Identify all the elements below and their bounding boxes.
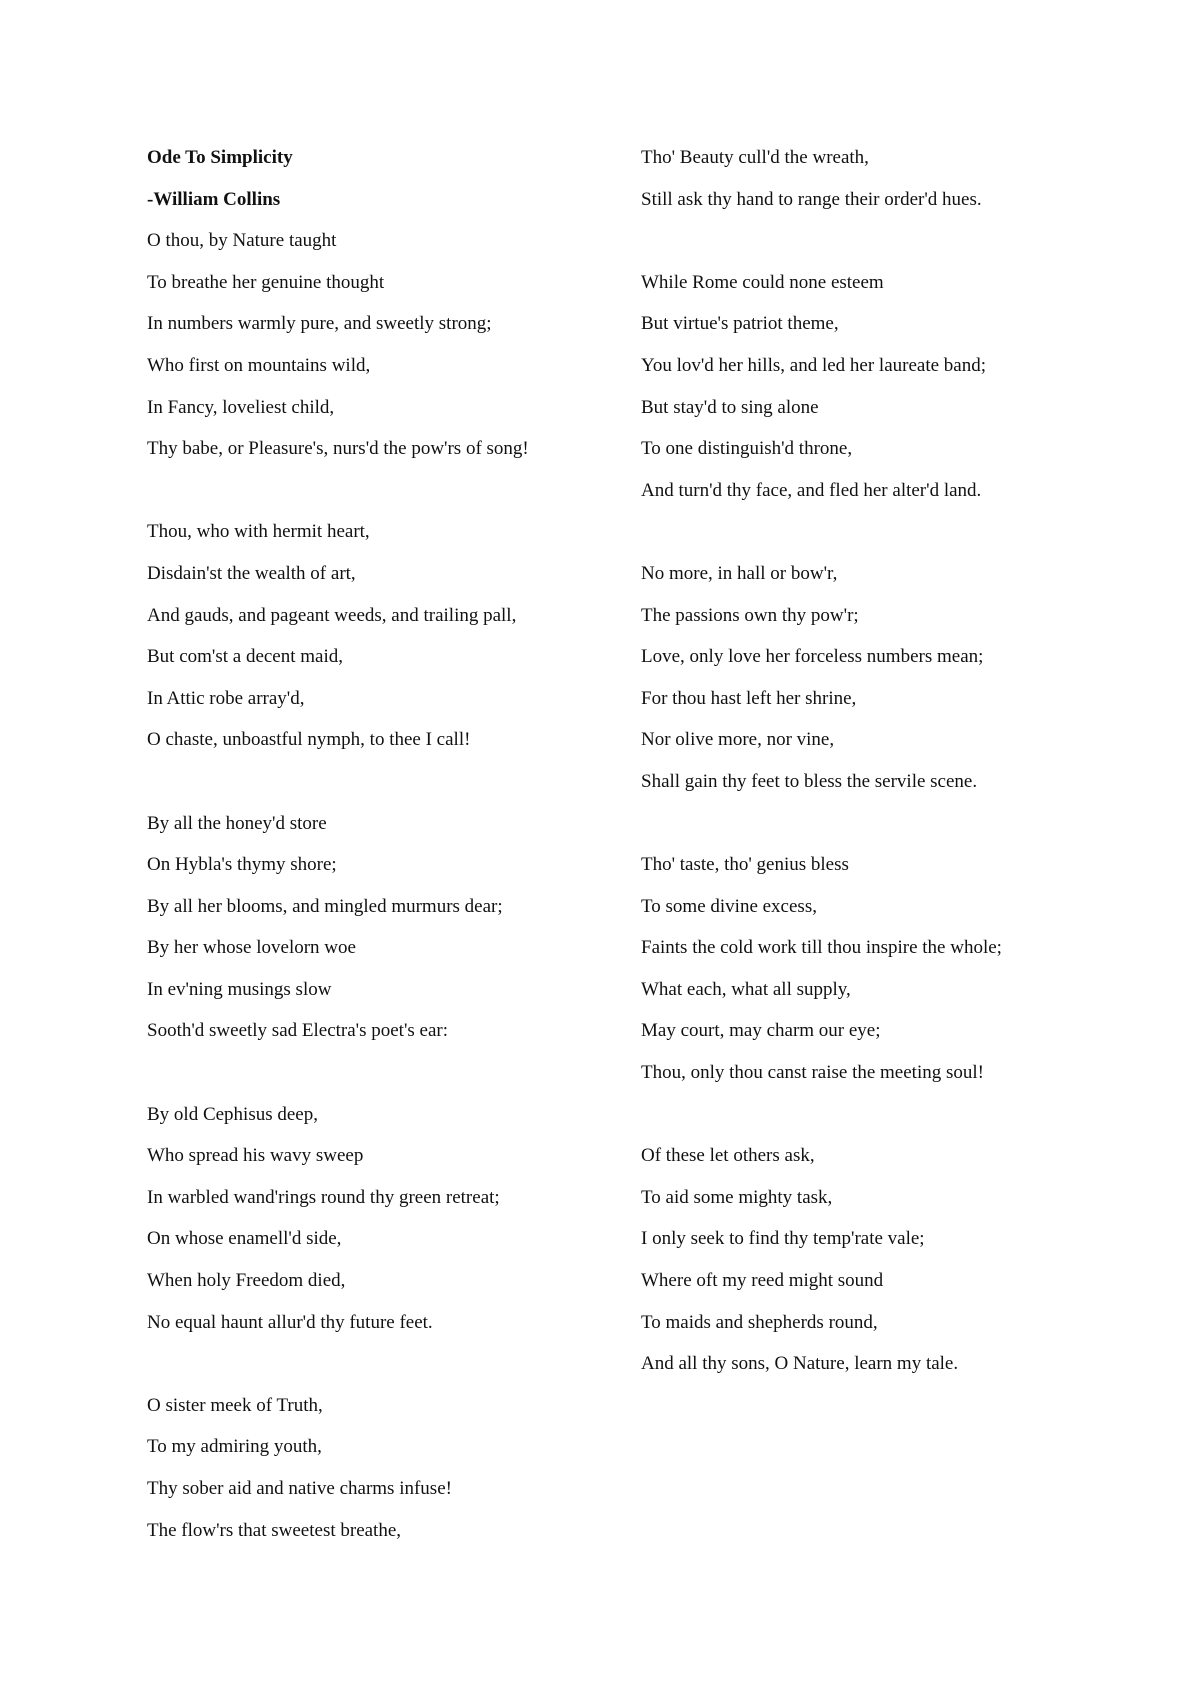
poem-line: To breathe her genuine thought xyxy=(147,271,385,293)
poem-line: And all thy sons, O Nature, learn my tale. xyxy=(641,1353,959,1375)
left-column xyxy=(147,147,617,1561)
poem-line: Thy babe, or Pleasure's, nurs'd the pow'rs of song! xyxy=(147,438,529,460)
stanza-9 xyxy=(641,1145,1111,1395)
poem-line: To aid some mighty task, xyxy=(641,1186,833,1208)
poem-line: By her whose lovelorn woe xyxy=(147,937,356,959)
poem-line: Faints the cold work till thou inspire the whole; xyxy=(641,937,1002,959)
poem-line: Love, only love her forceless numbers mean; xyxy=(641,646,984,668)
poem-line: Who spread his wavy sweep xyxy=(147,1145,364,1167)
poem-title: Ode To Simplicity xyxy=(147,147,293,168)
poem-author: -William Collins xyxy=(147,188,281,210)
poem-line: When holy Freedom died, xyxy=(147,1270,346,1292)
poem-line: O sister meek of Truth, xyxy=(147,1394,323,1416)
poem-line: O thou, by Nature taught xyxy=(147,230,337,252)
poem-line: Sooth'd sweetly sad Electra's poet's ear: xyxy=(147,1020,448,1042)
stanza-6 xyxy=(641,272,1111,522)
stanza-1 xyxy=(147,230,617,480)
poem-line: By old Cephisus deep, xyxy=(147,1103,318,1125)
stanza-spacer xyxy=(147,480,617,522)
stanza-8 xyxy=(641,854,1111,1104)
poem-line: May court, may charm our eye; xyxy=(641,1020,881,1042)
poem-line: To some divine excess, xyxy=(641,895,817,917)
stanza-spacer xyxy=(641,230,1111,272)
poem-line: In Attic robe array'd, xyxy=(147,687,305,709)
stanza-spacer xyxy=(641,1104,1111,1146)
poem-line: The flow'rs that sweetest breathe, xyxy=(147,1519,402,1541)
stanza-spacer xyxy=(147,1062,617,1104)
poem-line: And turn'd thy face, and fled her alter'd land. xyxy=(641,479,982,501)
poem-line: You lov'd her hills, and led her laureate band; xyxy=(641,354,986,376)
poem-line: In Fancy, loveliest child, xyxy=(147,396,335,418)
stanza-spacer xyxy=(147,1353,617,1395)
poem-line: On whose enamell'd side, xyxy=(147,1228,342,1250)
poem-line: In ev'ning musings slow xyxy=(147,978,332,1000)
poem-line: Of these let others ask, xyxy=(641,1145,815,1167)
poem-line: The passions own thy pow'r; xyxy=(641,604,859,626)
poem-line: But stay'd to sing alone xyxy=(641,396,819,418)
poem-line: On Hybla's thymy shore; xyxy=(147,854,337,876)
stanza-5-continued xyxy=(641,147,1111,230)
poem-line: I only seek to find thy temp'rate vale; xyxy=(641,1228,925,1250)
poem-line: In warbled wand'rings round thy green retreat; xyxy=(147,1186,500,1208)
stanza-spacer xyxy=(147,771,617,813)
stanza-spacer xyxy=(641,813,1111,855)
stanza-2 xyxy=(147,521,617,771)
poem-line: For thou hast left her shrine, xyxy=(641,687,857,709)
stanza-7 xyxy=(641,563,1111,813)
poem-line: Disdain'st the wealth of art, xyxy=(147,562,356,584)
poem-line: To one distinguish'd throne, xyxy=(641,438,853,460)
poem-line: Who first on mountains wild, xyxy=(147,354,371,376)
poem-line: Where oft my reed might sound xyxy=(641,1270,884,1292)
poem-line: By all her blooms, and mingled murmurs dear; xyxy=(147,895,503,917)
poem-line: Tho' Beauty cull'd the wreath, xyxy=(641,147,869,168)
poem-line: No more, in hall or bow'r, xyxy=(641,562,838,584)
right-column xyxy=(641,147,1111,1395)
poem-line: Thou, who with hermit heart, xyxy=(147,521,370,543)
poem-line: But virtue's patriot theme, xyxy=(641,313,839,335)
poem-line: Shall gain thy feet to bless the servile scene. xyxy=(641,770,978,792)
poem-line: Nor olive more, nor vine, xyxy=(641,729,835,751)
poem-line: In numbers warmly pure, and sweetly strong; xyxy=(147,313,492,335)
poem-line: Tho' taste, tho' genius bless xyxy=(641,854,849,876)
poem-line: No equal haunt allur'd thy future feet. xyxy=(147,1311,433,1333)
poem-line: But com'st a decent maid, xyxy=(147,646,344,668)
poem-line: Thou, only thou canst raise the meeting soul! xyxy=(641,1062,984,1084)
poem-line: While Rome could none esteem xyxy=(641,271,884,293)
poem-line: O chaste, unboastful nymph, to thee I call! xyxy=(147,729,471,751)
poem-line: Thy sober aid and native charms infuse! xyxy=(147,1478,452,1499)
poem-line: Still ask thy hand to range their order'd hues. xyxy=(641,188,982,210)
poem-line: And gauds, and pageant weeds, and trailing pall, xyxy=(147,604,517,626)
stanza-5 xyxy=(147,1395,617,1561)
poem-line: To maids and shepherds round, xyxy=(641,1311,878,1333)
poem-line: To my admiring youth, xyxy=(147,1436,322,1458)
poem-line: What each, what all supply, xyxy=(641,978,851,1000)
stanza-3 xyxy=(147,813,617,1063)
poem-line: By all the honey'd store xyxy=(147,812,327,834)
stanza-4 xyxy=(147,1104,617,1354)
stanza-spacer xyxy=(641,521,1111,563)
